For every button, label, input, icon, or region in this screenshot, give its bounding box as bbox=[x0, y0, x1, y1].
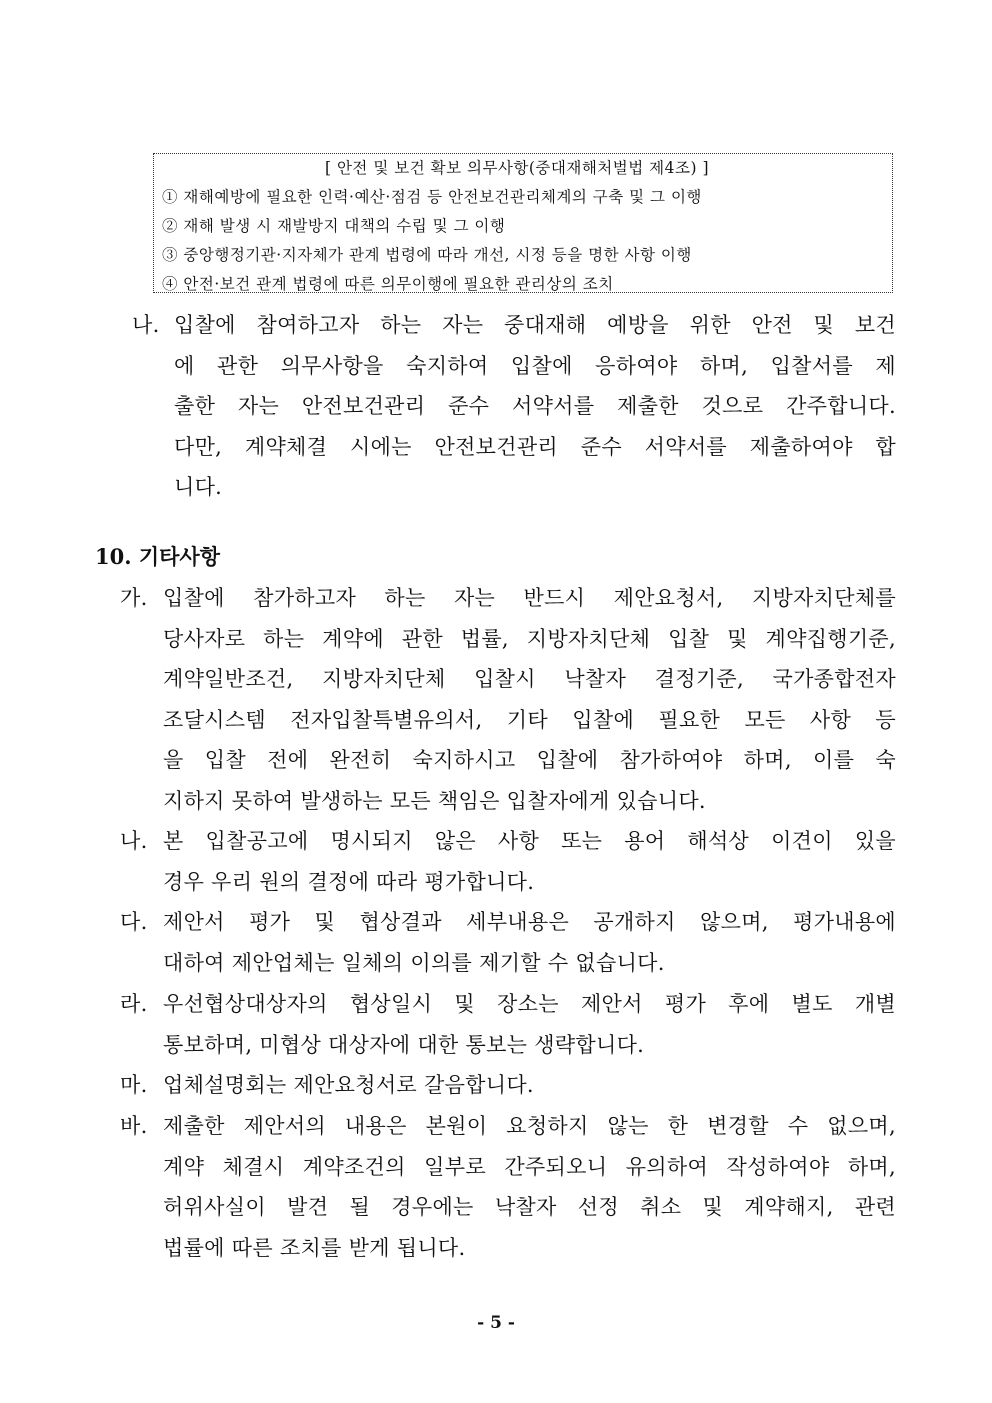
notice-box-item: ④ 안전·보건 관계 법령에 따른 의무이행에 필요한 관리상의 조치 bbox=[162, 275, 614, 293]
text-line: 업체설명회는 제안요청서로 갈음합니다. bbox=[163, 1073, 534, 1097]
item-marker: 나. bbox=[132, 313, 160, 337]
text-line: 조달시스템 전자입찰특별유의서, 기타 입찰에 필요한 모든 사항 등 bbox=[163, 707, 896, 732]
notice-box-title: [ 안전 및 보건 확보 의무사항(중대재해처벌법 제4조) ] bbox=[324, 159, 709, 177]
notice-box-item: ① 재해예방에 필요한 인력·예산·점검 등 안전보건관리체계의 구축 및 그 이행 bbox=[162, 188, 702, 206]
item-marker: 다. bbox=[120, 910, 148, 934]
text-line: 제출한 제안서의 내용은 본원이 요청하지 않는 한 변경할 수 없으며, bbox=[163, 1114, 896, 1138]
text-line: 우선협상대상자의 협상일시 및 장소는 제안서 평가 후에 별도 개별 bbox=[163, 992, 896, 1016]
text-line: 을 입찰 전에 완전히 숙지하시고 입찰에 참가하여야 하며, 이를 숙 bbox=[163, 748, 896, 772]
obligations-notice-box bbox=[153, 153, 893, 293]
text-line: 허위사실이 발견 될 경우에는 낙찰자 선정 취소 및 계약해지, 관련 bbox=[163, 1195, 896, 1219]
section-heading: 10. 기타사항 bbox=[95, 544, 220, 569]
text-line: 통보하며, 미협상 대상자에 대한 통보는 생략합니다. bbox=[163, 1032, 645, 1057]
text-line: 당사자로 하는 계약에 관한 법률, 지방자치단체 입찰 및 계약집행기준, bbox=[163, 626, 896, 651]
text-line: 제안서 평가 및 협상결과 세부내용은 공개하지 않으며, 평가내용에 bbox=[163, 910, 896, 934]
section10-item-ra-text bbox=[163, 984, 896, 1065]
text-line: 다만, 계약체결 시에는 안전보건관리 준수 서약서를 제출하여야 합 bbox=[174, 434, 896, 459]
item-marker: 가. bbox=[120, 586, 148, 610]
text-line: 입찰에 참여하고자 하는 자는 중대재해 예방을 위한 안전 및 보건 bbox=[174, 313, 896, 337]
text-line: 지하지 못하여 발생하는 모든 책임은 입찰자에게 있습니다. bbox=[163, 788, 706, 813]
notice-box-item: ② 재해 발생 시 재발방지 대책의 수립 및 그 이행 bbox=[162, 217, 506, 235]
section10-item-ba-text bbox=[163, 1106, 896, 1268]
notice-box-item: ③ 중앙행정기관·지자체가 관계 법령에 따라 개선, 시정 등을 명한 사항 이행 bbox=[162, 246, 692, 264]
section10-item-ma-text bbox=[163, 1065, 896, 1106]
section10-item-ga-text bbox=[163, 578, 896, 821]
text-line: 에 관한 의무사항을 숙지하여 입찰에 응하여야 하며, 입찰서를 제 bbox=[174, 353, 896, 378]
text-line: 출한 자는 안전보건관리 준수 서약서를 제출한 것으로 간주합니다. bbox=[174, 394, 896, 418]
item-marker: 나. bbox=[120, 829, 148, 853]
section10-item-da-text bbox=[163, 902, 896, 983]
page-number: - 5 - bbox=[477, 1313, 515, 1333]
text-line: 입찰에 참가하고자 하는 자는 반드시 제안요청서, 지방자치단체를 bbox=[163, 586, 896, 610]
section9-item-na-text bbox=[174, 305, 896, 508]
text-line: 계약 체결시 계약조건의 일부로 간주되오니 유의하여 작성하여야 하며, bbox=[163, 1154, 896, 1179]
text-line: 계약일반조건, 지방자치단체 입찰시 낙찰자 결정기준, 국가종합전자 bbox=[163, 667, 896, 691]
item-marker: 마. bbox=[120, 1073, 148, 1097]
text-line: 대하여 제안업체는 일체의 이의를 제기할 수 없습니다. bbox=[163, 950, 665, 975]
item-marker: 라. bbox=[120, 992, 148, 1016]
item-marker: 바. bbox=[120, 1114, 148, 1138]
text-line: 본 입찰공고에 명시되지 않은 사항 또는 용어 해석상 이견이 있을 bbox=[163, 829, 896, 853]
section10-item-na-text bbox=[163, 821, 896, 902]
text-line: 경우 우리 원의 결정에 따라 평가합니다. bbox=[163, 869, 535, 894]
text-line: 법률에 따른 조치를 받게 됩니다. bbox=[163, 1235, 466, 1260]
text-line: 니다. bbox=[174, 475, 223, 499]
